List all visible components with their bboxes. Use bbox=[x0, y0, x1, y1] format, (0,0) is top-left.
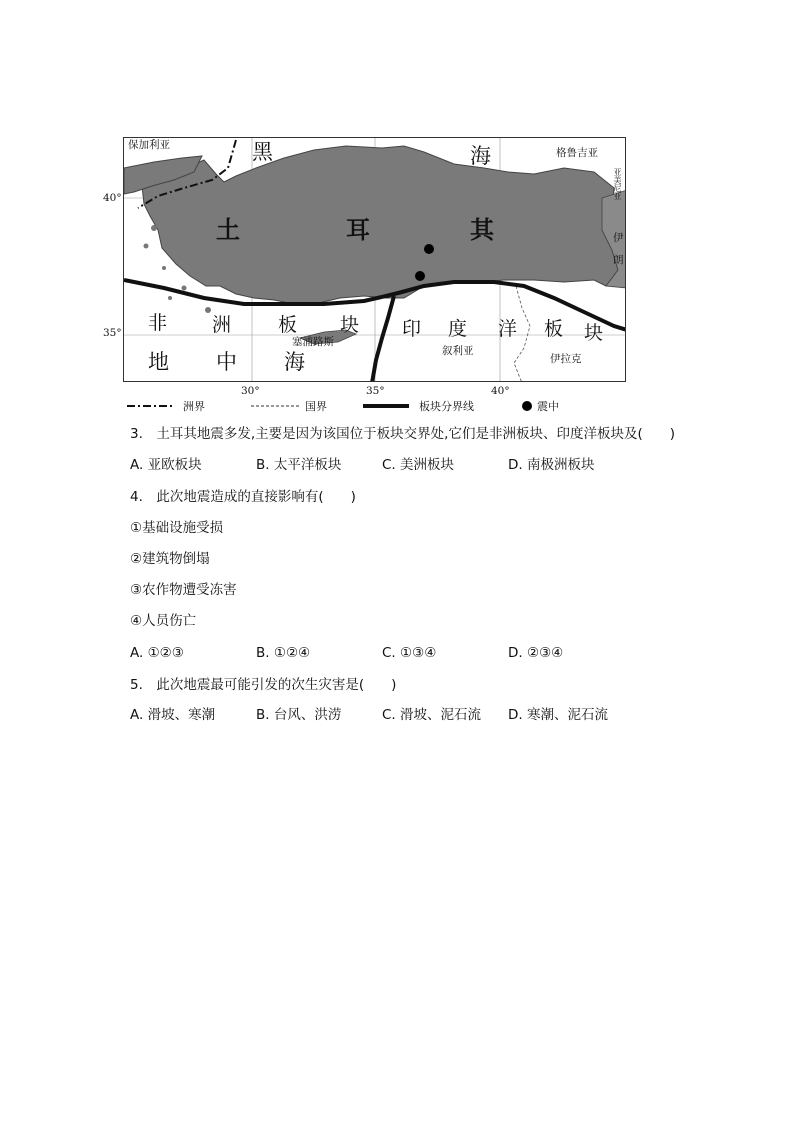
question-5-option-b[interactable]: B. 台风、洪涝 bbox=[256, 707, 342, 723]
label-indian-plate-3: 洋 bbox=[498, 318, 518, 340]
epicenter-marker-1 bbox=[424, 244, 434, 254]
legend-national-boundary-label: 国界 bbox=[305, 400, 327, 413]
plate-boundary-symbol bbox=[361, 401, 411, 411]
label-indian-plate-5: 块 bbox=[584, 322, 604, 344]
label-african-plate-2: 洲 bbox=[212, 314, 232, 336]
question-4-item-3: ③农作物遭受冻害 bbox=[130, 582, 237, 598]
lon-label-30: 30° bbox=[241, 385, 260, 397]
label-mediterranean-2: 中 bbox=[216, 350, 237, 374]
label-black-sea-2: 海 bbox=[470, 144, 491, 168]
label-armenia: 亚美尼亚 bbox=[613, 168, 622, 200]
question-5-option-d[interactable]: D. 寒潮、泥石流 bbox=[508, 707, 608, 723]
label-mediterranean-1: 地 bbox=[148, 350, 169, 374]
question-4-item-2: ②建筑物倒塌 bbox=[130, 551, 210, 567]
map-drawing bbox=[124, 138, 626, 382]
label-mediterranean-3: 海 bbox=[284, 350, 305, 374]
lat-label-35: 35° bbox=[103, 327, 122, 339]
legend-national-boundary bbox=[249, 398, 327, 414]
turkey-landmass bbox=[142, 146, 618, 304]
question-5-option-a[interactable]: A. 滑坡、寒潮 bbox=[130, 707, 216, 723]
lon-label-35: 35° bbox=[366, 385, 385, 397]
question-4-option-d[interactable]: D. ②③④ bbox=[508, 645, 564, 661]
label-turkey-2: 耳 bbox=[346, 215, 370, 244]
question-3-option-c[interactable]: C. 美洲板块 bbox=[382, 457, 455, 473]
label-indian-plate-2: 度 bbox=[448, 318, 468, 340]
epicenter-symbol bbox=[521, 400, 533, 412]
question-3-option-a[interactable]: A. 亚欧板块 bbox=[130, 457, 202, 473]
label-african-plate-1: 非 bbox=[148, 312, 168, 334]
label-black-sea-1: 黑 bbox=[252, 140, 273, 164]
question-5-option-c[interactable]: C. 滑坡、泥石流 bbox=[382, 707, 482, 723]
question-4-stem: 4. 此次地震造成的直接影响有( ) bbox=[130, 489, 356, 505]
label-iraq: 伊拉克 bbox=[550, 353, 582, 365]
legend-epicenter-label: 震中 bbox=[537, 400, 559, 413]
label-turkey-1: 土 bbox=[216, 215, 240, 244]
question-4-option-b[interactable]: B. ①②④ bbox=[256, 645, 311, 661]
legend-plate-boundary-label: 板块分界线 bbox=[419, 400, 474, 413]
question-4-option-a[interactable]: A. ①②③ bbox=[130, 645, 184, 661]
legend-continent-boundary-label: 洲界 bbox=[183, 400, 205, 413]
turkey-earthquake-map bbox=[123, 137, 626, 382]
question-3-stem: 3. 土耳其地震多发,主要是因为该国位于板块交界处,它们是非洲板块、印度洋板块及( ) bbox=[130, 426, 675, 442]
label-turkey-3: 其 bbox=[470, 215, 494, 244]
question-3-option-d[interactable]: D. 南极洲板块 bbox=[508, 457, 595, 473]
legend-continent-boundary bbox=[125, 398, 205, 414]
legend-plate-boundary bbox=[361, 398, 474, 414]
label-indian-plate-4: 板 bbox=[544, 318, 564, 340]
label-african-plate-4: 块 bbox=[340, 314, 360, 336]
question-3-option-b[interactable]: B. 太平洋板块 bbox=[256, 457, 342, 473]
question-5-stem: 5. 此次地震最可能引发的次生灾害是( ) bbox=[130, 677, 397, 693]
label-iran-2: 朗 bbox=[613, 254, 624, 266]
national-boundary-symbol bbox=[249, 401, 301, 411]
label-syria: 叙利亚 bbox=[442, 345, 474, 357]
epicenter-marker-2 bbox=[415, 271, 425, 281]
label-african-plate-3: 板 bbox=[278, 314, 298, 336]
legend-epicenter bbox=[521, 398, 559, 414]
label-bulgaria: 保加利亚 bbox=[128, 139, 170, 151]
question-4-item-4: ④人员伤亡 bbox=[130, 613, 197, 629]
label-iran-1: 伊 bbox=[613, 232, 624, 244]
label-georgia: 格鲁吉亚 bbox=[556, 147, 598, 159]
question-4-option-c[interactable]: C. ①③④ bbox=[382, 645, 437, 661]
continent-boundary-symbol bbox=[125, 401, 177, 411]
question-4-item-1: ①基础设施受损 bbox=[130, 520, 224, 536]
map-legend bbox=[125, 398, 625, 414]
label-cyprus: 塞浦路斯 bbox=[292, 336, 334, 348]
lat-label-40: 40° bbox=[103, 192, 122, 204]
label-indian-plate-1: 印 bbox=[402, 318, 422, 340]
lon-label-40: 40° bbox=[491, 385, 510, 397]
